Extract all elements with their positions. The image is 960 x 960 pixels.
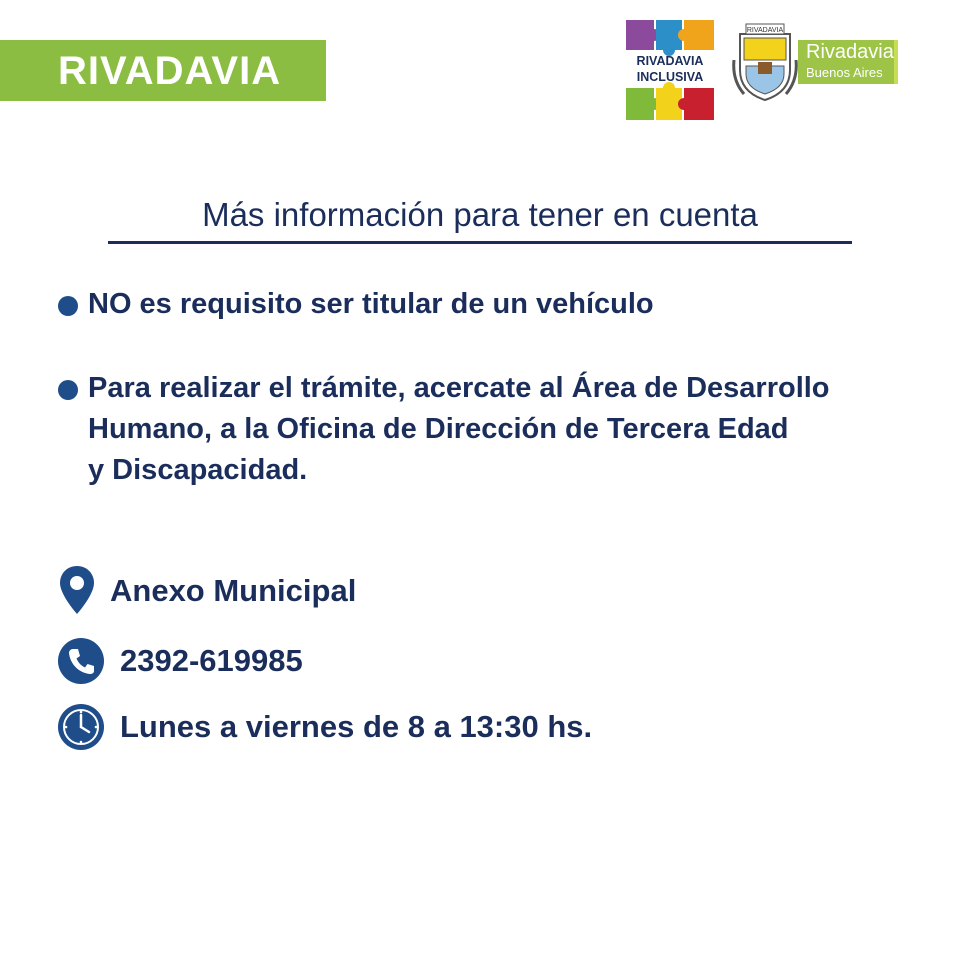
municipality-subtitle: Buenos Aires [806, 65, 883, 80]
location-text: Anexo Municipal [110, 573, 357, 608]
phone-icon [58, 638, 104, 684]
rivadavia-inclusiva-logo [624, 18, 716, 122]
inclusiva-label-line1: RIVADAVIA [636, 54, 704, 68]
bullet-text-line3: y Discapacidad. [88, 454, 308, 486]
bullet-dot-icon [58, 296, 78, 316]
crest-text: RIVADAVIA [746, 27, 784, 34]
municipality-title: Rivadavia [806, 41, 894, 63]
clock-icon [58, 704, 104, 750]
section-heading: Más información para tener en cuenta [202, 196, 758, 233]
crest-icon [732, 20, 798, 104]
municipality-logo [732, 20, 902, 104]
bullet-dot-icon [58, 380, 78, 400]
municipality-title-box [798, 40, 898, 84]
bullet-text-line2: Humano, a la Oficina de Dirección de Tercera Edad [88, 413, 789, 445]
phone-text: 2392-619985 [120, 643, 303, 678]
heading-underline [108, 241, 852, 244]
location-pin-icon [58, 564, 96, 616]
bullet-text-line1: Para realizar el trámite, acercate al Área de Desarrollo [88, 372, 830, 404]
banner-label: RIVADAVIA [58, 48, 282, 93]
inclusiva-label-line2: INCLUSIVA [636, 70, 704, 84]
bullet-text: NO es requisito ser titular de un vehículo [88, 288, 654, 320]
hours-text: Lunes a viernes de 8 a 13:30 hs. [120, 709, 593, 744]
rivadavia-banner [0, 40, 326, 101]
